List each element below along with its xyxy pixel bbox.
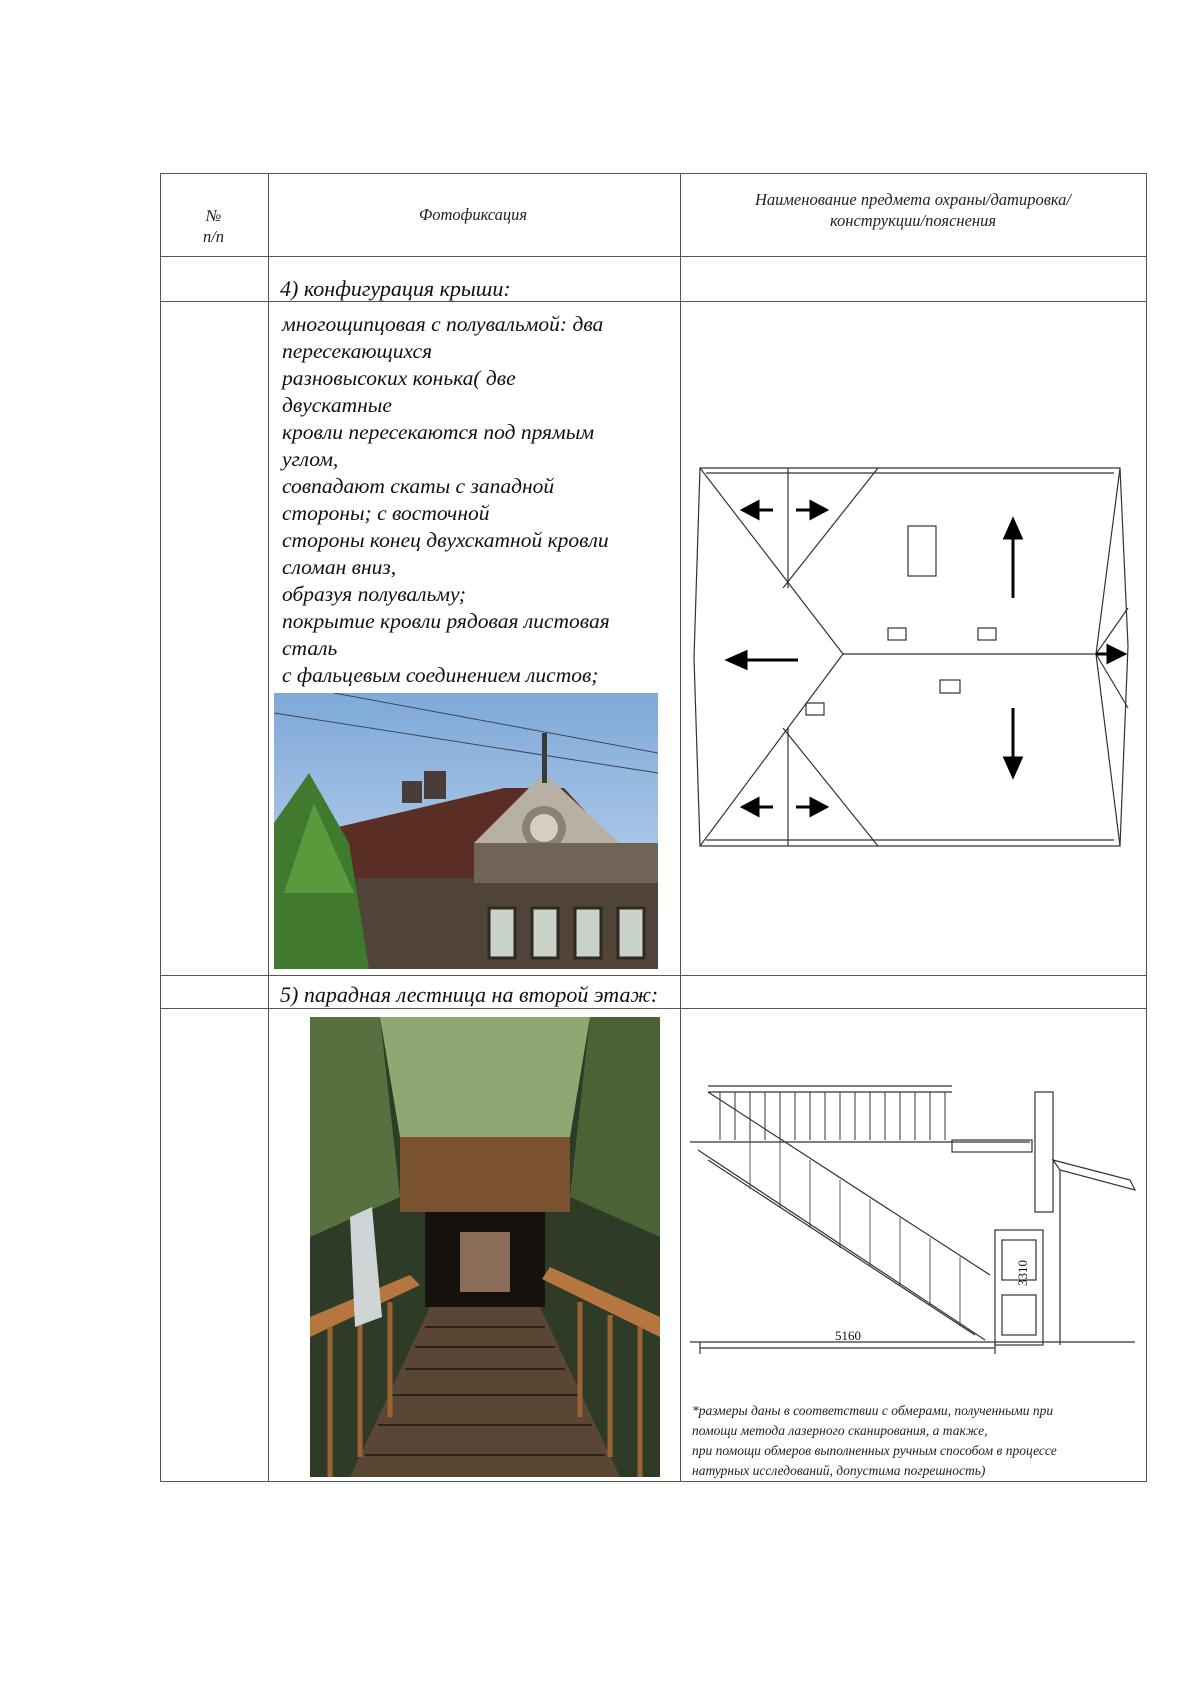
description-line: стороны конец двухскатной кровли (282, 528, 609, 552)
photo-column-label: Фотофиксация (418, 205, 528, 224)
description-line: многощипцовая с полувальмой: два (282, 312, 604, 336)
section5-title-divider (161, 1008, 1146, 1009)
section5-top-divider (161, 975, 1146, 976)
stair-width-dimension: 5160 (835, 1328, 861, 1343)
staircase-photo (310, 1017, 660, 1477)
staircase-section-drawing (690, 1070, 1140, 1355)
roof-plan-drawing (688, 458, 1134, 858)
description-line: совпадают скаты с западной (282, 474, 555, 498)
note-line: помощи метода лазерного сканирования, а также, (692, 1423, 988, 1438)
description-line: стороны; с восточной (282, 501, 490, 525)
number-label: № (205, 206, 222, 225)
description-line: образуя полувальму; (282, 582, 466, 606)
number-sublabel: п/п (202, 227, 225, 246)
note-line: *размеры даны в соответствии с обмерами, полученными при (692, 1403, 1054, 1418)
number-column-header (160, 205, 267, 247)
note-line: натурных исследований, допустима погрешность) (692, 1463, 986, 1478)
description-line: углом, (282, 447, 339, 471)
section4-title: 4) конфигурация крыши: (280, 276, 511, 301)
header-divider (161, 256, 1146, 257)
name-column-header (679, 189, 1147, 231)
roof-description (282, 311, 682, 689)
name-column-line1: Наименование предмета охраны/датировка/ (754, 190, 1072, 209)
description-line: покрытие кровли рядовая листовая (282, 609, 610, 633)
description-line: с фальцевым соединением листов; (282, 663, 599, 687)
description-line: сломан вниз, (282, 555, 397, 579)
roof-photo (274, 693, 658, 969)
section5-title: 5) парадная лестница на второй этаж: (280, 982, 659, 1007)
description-line: двускатные (282, 393, 392, 417)
note-line: при помощи обмеров выполненных ручным способом в процессе (692, 1443, 1057, 1458)
description-line: разновысоких конька( две (282, 366, 516, 390)
description-line: сталь (282, 636, 338, 660)
stair-height-dimension: 3310 (1015, 1260, 1030, 1286)
photo-column-header (267, 204, 679, 225)
measurement-note (692, 1401, 1142, 1481)
column-divider-1 (268, 174, 269, 1481)
name-column-line2: конструкции/пояснения (829, 211, 997, 230)
description-line: кровли пересекаются под прямым (282, 420, 595, 444)
description-line: пересекающихся (282, 339, 433, 363)
